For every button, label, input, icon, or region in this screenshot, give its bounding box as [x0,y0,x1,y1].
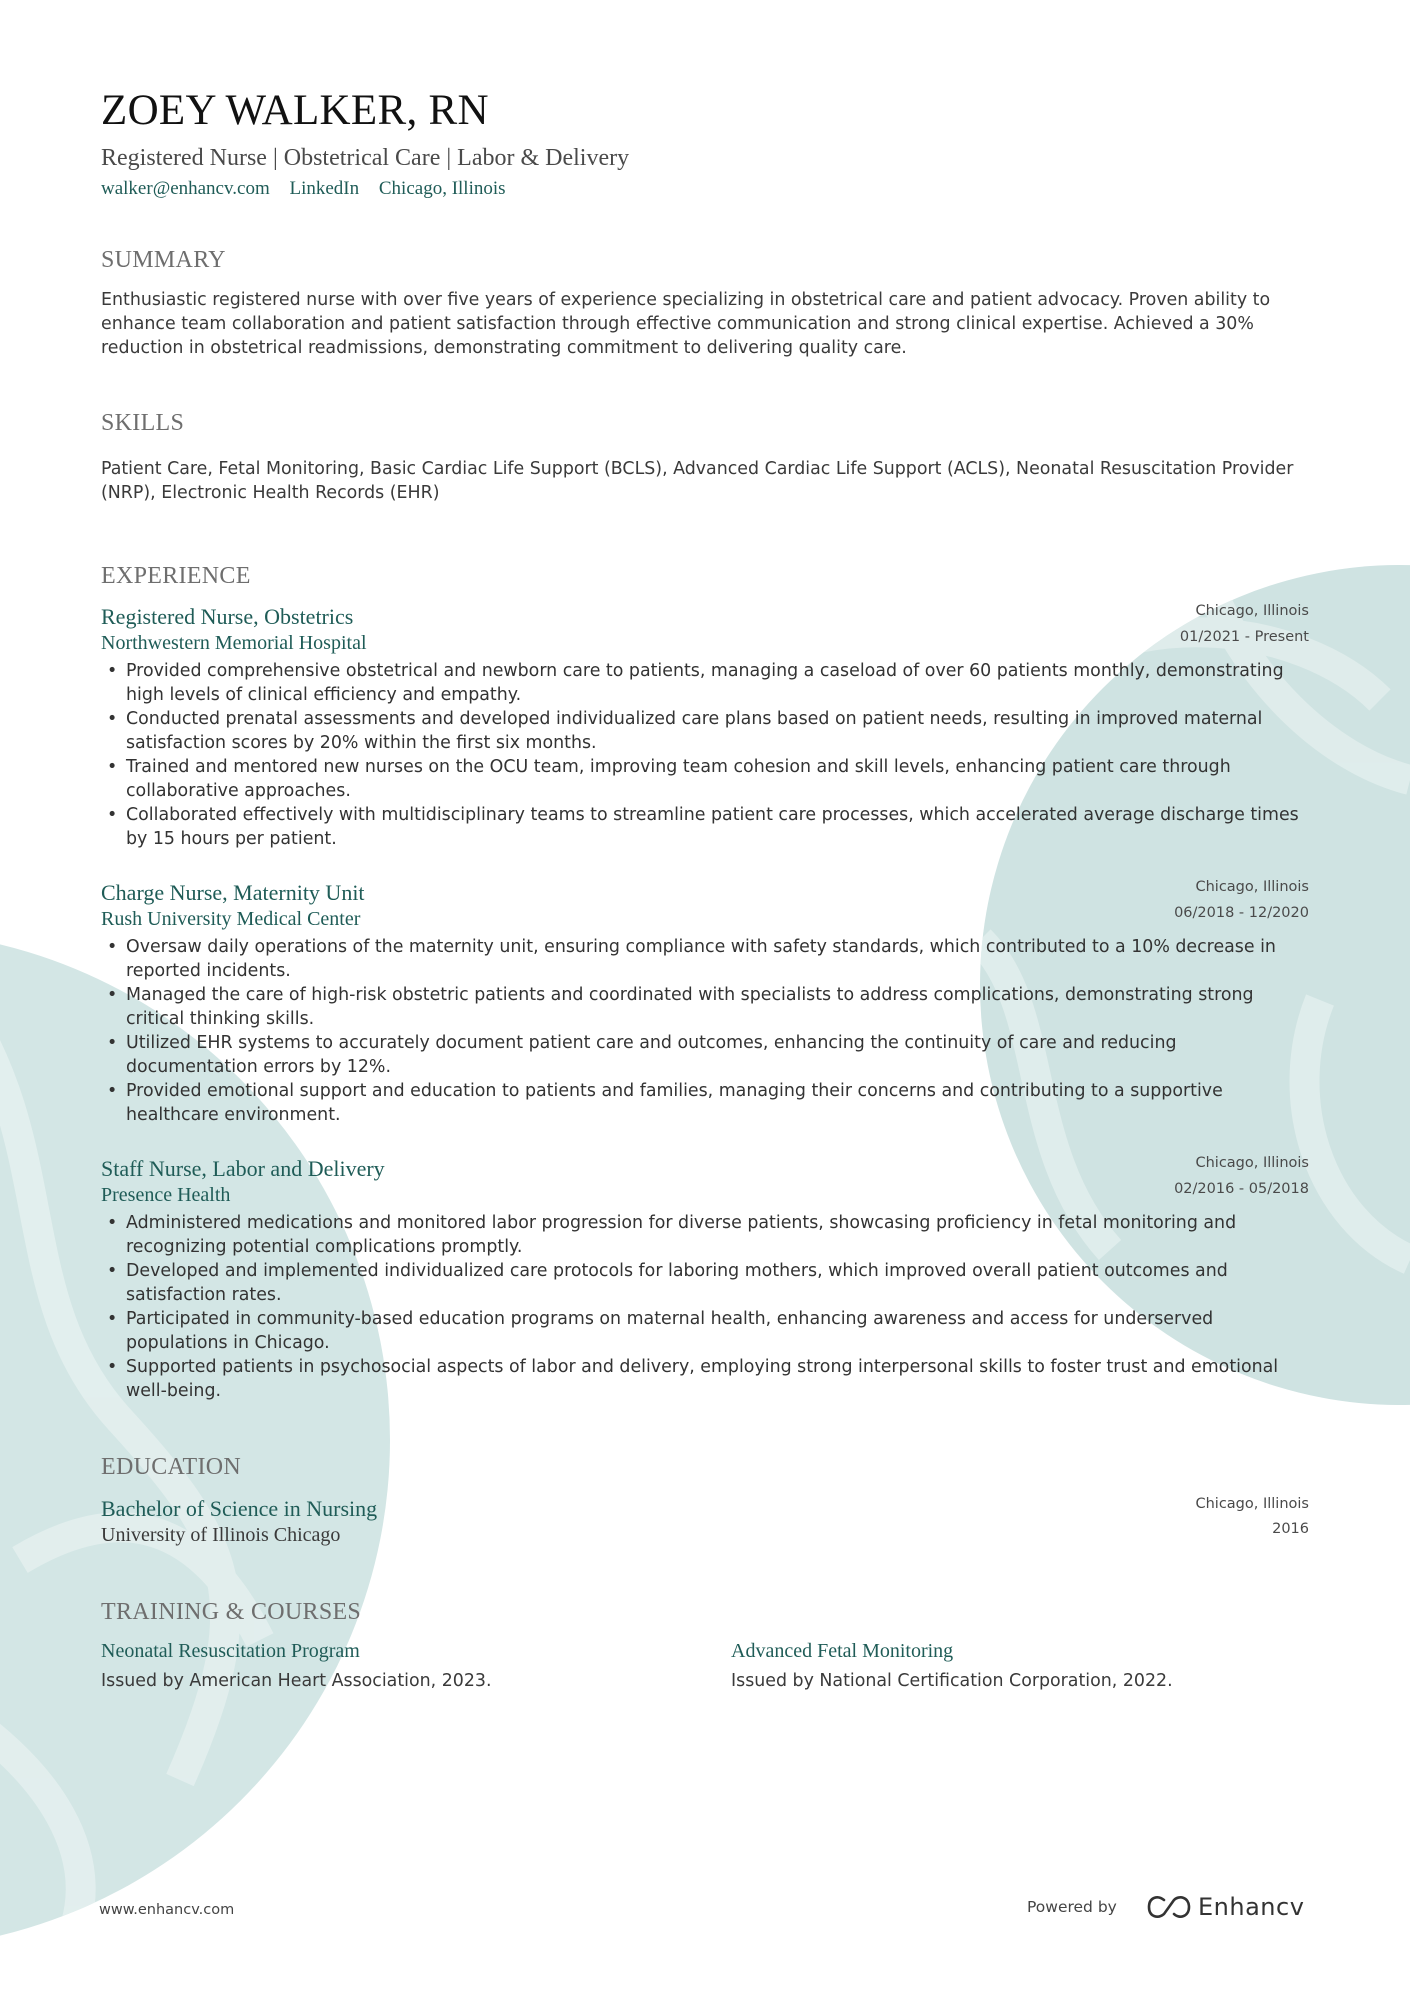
job-location: Chicago, Illinois [1195,1155,1309,1171]
job-bullet: • Provided emotional support and education to patients and families, managing their concerns and contributing to a supportive healthcare environment. [101,1079,1311,1127]
location-text: Chicago, Illinois [378,178,506,199]
education-degree: Bachelor of Science in Nursing [101,1496,378,1521]
job-location: Chicago, Illinois [1195,603,1309,619]
job-title: Staff Nurse, Labor and Delivery [101,1156,385,1181]
course-issuer: Issued by American Heart Association, 2023. [101,1671,492,1691]
candidate-headline: Registered Nurse | Obstetrical Care | Labor & Delivery [101,145,630,171]
job-bullet: • Conducted prenatal assessments and developed individualized care plans based on patient needs, resulting in improved maternal satisfaction scores by 20% within the first six months. [101,707,1311,755]
job-bullet: • Supported patients in psychosocial aspects of labor and delivery, employing strong interpersonal skills to foster trust and emotional well-being. [101,1355,1311,1403]
summary-text: Enthusiastic registered nurse with over five years of experience specializing in obstetrical care and patient advocacy. Proven ability to enhance team collaboration and patient satisfaction through effective communication and strong clinical expertise. Achieved a 30% reduction in obstetrical readmissions, demonstrating commitment to delivering quality care. [101,290,1271,358]
candidate-name: ZOEY WALKER, RN [101,87,489,134]
job-bullet: • Oversaw daily operations of the maternity unit, ensuring compliance with safety standards, which contributed to a 10% decrease in reported incidents. [101,935,1311,983]
job-company: Northwestern Memorial Hospital [101,632,367,654]
job-bullet: • Administered medications and monitored labor progression for diverse patients, showcasing proficiency in fetal monitoring and recognizing potential complications promptly. [101,1211,1311,1259]
job-bullets [101,659,1311,851]
job-dates: 02/2016 - 05/2018 [1174,1181,1309,1197]
footer-website-link[interactable]: www.enhancv.com [99,1902,235,1918]
email-link[interactable]: walker@enhancv.com [101,178,270,199]
summary-heading: SUMMARY [101,247,226,273]
education-location: Chicago, Illinois [1195,1496,1309,1512]
skills-heading: SKILLS [101,410,185,436]
contact-info [101,178,521,200]
education-heading: EDUCATION [101,1454,242,1480]
job-dates: 06/2018 - 12/2020 [1174,905,1309,921]
course-issuer: Issued by National Certification Corporation, 2022. [731,1671,1173,1691]
job-title: Registered Nurse, Obstetrics [101,604,354,629]
job-bullet: • Trained and mentored new nurses on the OCU team, improving team cohesion and skill levels, enhancing patient care through collaborative approaches. [101,755,1311,803]
job-dates: 01/2021 - Present [1179,629,1309,645]
job-company: Rush University Medical Center [101,908,361,930]
job-company: Presence Health [101,1184,231,1206]
enhancv-logo-icon [1146,1894,1192,1920]
job-bullets [101,935,1311,1127]
job-bullet: • Utilized EHR systems to accurately document patient care and outcomes, enhancing the continuity of care and reducing documentation errors by 12%. [101,1031,1311,1079]
job-bullet: • Collaborated effectively with multidisciplinary teams to streamline patient care processes, which accelerated average discharge times by 15 hours per patient. [101,803,1311,851]
experience-heading: EXPERIENCE [101,563,251,589]
course-title: Neonatal Resuscitation Program [101,1640,360,1662]
job-bullet: • Managed the care of high-risk obstetric patients and coordinated with specialists to address complications, demonstrating strong critical thinking skills. [101,983,1311,1031]
job-bullet: • Participated in community-based education programs on maternal health, enhancing awareness and access for underserved populations in Chicago. [101,1307,1311,1355]
job-bullet: • Provided comprehensive obstetrical and newborn care to patients, managing a caseload of over 60 patients monthly, demonstrating high levels of clinical efficiency and empathy. [101,659,1311,707]
linkedin-link[interactable]: LinkedIn [289,178,360,199]
job-location: Chicago, Illinois [1195,879,1309,895]
education-school: University of Illinois Chicago [101,1524,341,1546]
skills-text: Patient Care, Fetal Monitoring, Basic Cardiac Life Support (BCLS), Advanced Cardiac Life Support (ACLS), Neonatal Resuscitation Provider (NRP), Electronic Health Records (EHR) [101,459,1294,503]
enhancv-logo[interactable] [1146,1890,1304,1924]
job-title: Charge Nurse, Maternity Unit [101,880,365,905]
job-bullets [101,1211,1311,1403]
training-heading: TRAINING & COURSES [101,1599,362,1625]
powered-by-label: Powered by [1027,1898,1117,1916]
enhancv-logo-text: Enhancv [1198,1893,1305,1921]
job-bullet: • Developed and implemented individualized care protocols for laboring mothers, which improved overall patient outcomes and satisfaction rates. [101,1259,1311,1307]
course-title: Advanced Fetal Monitoring [731,1640,954,1662]
education-year: 2016 [1272,1521,1309,1537]
